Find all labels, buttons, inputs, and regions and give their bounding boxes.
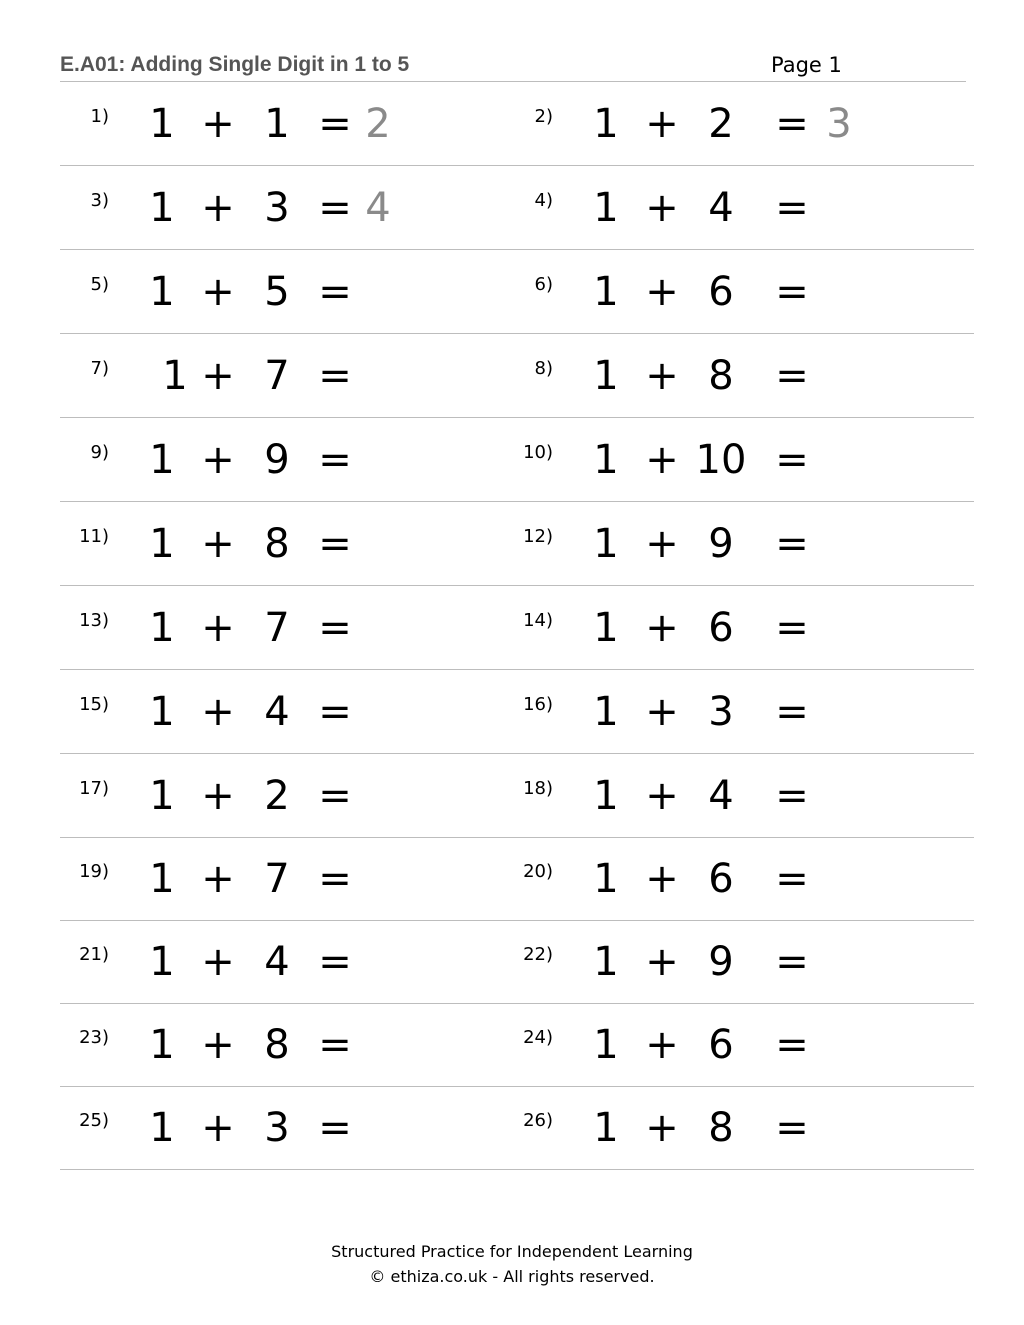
problem-row bbox=[60, 920, 974, 1004]
problem-row bbox=[60, 166, 974, 250]
problem-row bbox=[60, 837, 974, 921]
plus-sign: + bbox=[645, 185, 679, 231]
plus-sign: + bbox=[645, 856, 679, 902]
first-addend: 1 bbox=[593, 353, 619, 399]
problem-row bbox=[60, 334, 974, 418]
problem-row bbox=[60, 754, 974, 838]
second-addend: 2 bbox=[708, 101, 734, 147]
equals-sign: = bbox=[775, 101, 809, 147]
problem-item bbox=[60, 418, 500, 502]
problem-row bbox=[60, 418, 974, 502]
plus-sign: + bbox=[201, 521, 235, 567]
problem-number: 14) bbox=[523, 610, 553, 631]
equals-sign: = bbox=[318, 605, 352, 651]
second-addend: 6 bbox=[708, 1022, 734, 1068]
second-addend: 4 bbox=[264, 939, 290, 985]
problem-item bbox=[504, 1086, 944, 1170]
problem-number: 9) bbox=[90, 442, 109, 463]
second-addend: 9 bbox=[708, 521, 734, 567]
problem-item bbox=[504, 334, 944, 418]
equals-sign: = bbox=[318, 939, 352, 985]
first-addend: 1 bbox=[593, 1105, 619, 1151]
problem-number: 24) bbox=[523, 1027, 553, 1048]
plus-sign: + bbox=[201, 1105, 235, 1151]
problem-item bbox=[504, 502, 944, 586]
first-addend: 1 bbox=[593, 269, 619, 315]
problem-number: 2) bbox=[534, 106, 553, 127]
second-addend: 5 bbox=[264, 269, 290, 315]
plus-sign: + bbox=[645, 939, 679, 985]
problem-number: 25) bbox=[79, 1110, 109, 1131]
plus-sign: + bbox=[645, 269, 679, 315]
first-addend: 1 bbox=[162, 353, 188, 399]
problem-item bbox=[504, 250, 944, 334]
first-addend: 1 bbox=[593, 101, 619, 147]
second-addend: 9 bbox=[264, 437, 290, 483]
first-addend: 1 bbox=[149, 939, 175, 985]
problem-number: 3) bbox=[90, 190, 109, 211]
equals-sign: = bbox=[318, 1022, 352, 1068]
plus-sign: + bbox=[645, 1105, 679, 1151]
equals-sign: = bbox=[318, 101, 352, 147]
problem-number: 20) bbox=[523, 861, 553, 882]
problem-item bbox=[60, 1086, 500, 1170]
second-addend: 10 bbox=[695, 437, 747, 483]
problem-row bbox=[60, 502, 974, 586]
first-addend: 1 bbox=[593, 605, 619, 651]
second-addend: 1 bbox=[264, 101, 290, 147]
plus-sign: + bbox=[645, 521, 679, 567]
first-addend: 1 bbox=[149, 1022, 175, 1068]
plus-sign: + bbox=[201, 939, 235, 985]
problem-row bbox=[60, 586, 974, 670]
problem-item bbox=[60, 754, 500, 838]
problem-number: 10) bbox=[523, 442, 553, 463]
first-addend: 1 bbox=[149, 605, 175, 651]
equals-sign: = bbox=[775, 269, 809, 315]
problem-item bbox=[60, 1003, 500, 1087]
problem-number: 4) bbox=[534, 190, 553, 211]
footer-copyright: © ethiza.co.uk - All rights reserved. bbox=[369, 1267, 655, 1286]
problem-row bbox=[60, 670, 974, 754]
equals-sign: = bbox=[318, 773, 352, 819]
problem-item bbox=[504, 754, 944, 838]
equals-sign: = bbox=[318, 689, 352, 735]
problem-number: 21) bbox=[79, 944, 109, 965]
worksheet-title: E.A01: Adding Single Digit in 1 to 5 bbox=[60, 53, 410, 76]
problem-number: 23) bbox=[79, 1027, 109, 1048]
second-addend: 8 bbox=[708, 1105, 734, 1151]
equals-sign: = bbox=[318, 521, 352, 567]
first-addend: 1 bbox=[149, 773, 175, 819]
problem-number: 5) bbox=[90, 274, 109, 295]
first-addend: 1 bbox=[593, 939, 619, 985]
equals-sign: = bbox=[318, 856, 352, 902]
problem-number: 22) bbox=[523, 944, 553, 965]
problem-item bbox=[60, 837, 500, 921]
problem-item bbox=[60, 920, 500, 1004]
plus-sign: + bbox=[201, 185, 235, 231]
problem-row bbox=[60, 1003, 974, 1087]
problem-number: 6) bbox=[534, 274, 553, 295]
problem-item bbox=[60, 334, 500, 418]
answer[interactable]: 2 bbox=[365, 101, 391, 147]
second-addend: 3 bbox=[264, 1105, 290, 1151]
first-addend: 1 bbox=[149, 101, 175, 147]
second-addend: 6 bbox=[708, 605, 734, 651]
equals-sign: = bbox=[775, 185, 809, 231]
equals-sign: = bbox=[775, 437, 809, 483]
answer[interactable]: 4 bbox=[365, 185, 391, 231]
plus-sign: + bbox=[201, 269, 235, 315]
second-addend: 2 bbox=[264, 773, 290, 819]
equals-sign: = bbox=[318, 185, 352, 231]
first-addend: 1 bbox=[593, 185, 619, 231]
equals-sign: = bbox=[318, 437, 352, 483]
plus-sign: + bbox=[645, 605, 679, 651]
first-addend: 1 bbox=[149, 856, 175, 902]
second-addend: 7 bbox=[264, 856, 290, 902]
page-number: Page 1 bbox=[771, 53, 842, 77]
second-addend: 8 bbox=[264, 1022, 290, 1068]
problem-number: 12) bbox=[523, 526, 553, 547]
equals-sign: = bbox=[775, 353, 809, 399]
first-addend: 1 bbox=[593, 773, 619, 819]
first-addend: 1 bbox=[149, 437, 175, 483]
plus-sign: + bbox=[201, 101, 235, 147]
equals-sign: = bbox=[775, 773, 809, 819]
problem-item bbox=[504, 586, 944, 670]
plus-sign: + bbox=[201, 856, 235, 902]
first-addend: 1 bbox=[593, 437, 619, 483]
equals-sign: = bbox=[318, 269, 352, 315]
equals-sign: = bbox=[775, 689, 809, 735]
equals-sign: = bbox=[318, 1105, 352, 1151]
plus-sign: + bbox=[201, 353, 235, 399]
problem-item bbox=[60, 586, 500, 670]
problem-number: 26) bbox=[523, 1110, 553, 1131]
first-addend: 1 bbox=[149, 521, 175, 567]
problem-number: 17) bbox=[79, 778, 109, 799]
plus-sign: + bbox=[201, 437, 235, 483]
equals-sign: = bbox=[775, 939, 809, 985]
plus-sign: + bbox=[645, 353, 679, 399]
problem-item bbox=[504, 670, 944, 754]
second-addend: 6 bbox=[708, 269, 734, 315]
problem-item bbox=[60, 82, 500, 166]
second-addend: 8 bbox=[264, 521, 290, 567]
second-addend: 3 bbox=[264, 185, 290, 231]
second-addend: 6 bbox=[708, 856, 734, 902]
problem-item bbox=[60, 670, 500, 754]
problem-number: 1) bbox=[90, 106, 109, 127]
equals-sign: = bbox=[775, 521, 809, 567]
first-addend: 1 bbox=[149, 269, 175, 315]
first-addend: 1 bbox=[149, 185, 175, 231]
second-addend: 7 bbox=[264, 605, 290, 651]
equals-sign: = bbox=[775, 1022, 809, 1068]
plus-sign: + bbox=[645, 101, 679, 147]
problem-number: 11) bbox=[79, 526, 109, 547]
equals-sign: = bbox=[775, 856, 809, 902]
first-addend: 1 bbox=[593, 521, 619, 567]
problem-number: 15) bbox=[79, 694, 109, 715]
problem-row bbox=[60, 250, 974, 334]
problem-item bbox=[504, 166, 944, 250]
second-addend: 9 bbox=[708, 939, 734, 985]
plus-sign: + bbox=[645, 1022, 679, 1068]
footer-tagline: Structured Practice for Independent Learning bbox=[331, 1242, 693, 1261]
problem-row bbox=[60, 1086, 974, 1170]
plus-sign: + bbox=[645, 689, 679, 735]
problem-item bbox=[504, 82, 944, 166]
answer[interactable]: 3 bbox=[826, 101, 852, 147]
plus-sign: + bbox=[201, 605, 235, 651]
problem-row bbox=[60, 82, 974, 166]
first-addend: 1 bbox=[149, 689, 175, 735]
plus-sign: + bbox=[201, 1022, 235, 1068]
second-addend: 4 bbox=[708, 185, 734, 231]
plus-sign: + bbox=[645, 437, 679, 483]
problem-number: 16) bbox=[523, 694, 553, 715]
equals-sign: = bbox=[318, 353, 352, 399]
equals-sign: = bbox=[775, 605, 809, 651]
second-addend: 7 bbox=[264, 353, 290, 399]
problem-item bbox=[504, 837, 944, 921]
problem-item bbox=[504, 1003, 944, 1087]
problem-number: 19) bbox=[79, 861, 109, 882]
problem-item bbox=[60, 250, 500, 334]
problem-item bbox=[504, 418, 944, 502]
second-addend: 4 bbox=[264, 689, 290, 735]
problem-item bbox=[60, 502, 500, 586]
problem-item bbox=[504, 920, 944, 1004]
equals-sign: = bbox=[775, 1105, 809, 1151]
problem-number: 18) bbox=[523, 778, 553, 799]
plus-sign: + bbox=[645, 773, 679, 819]
first-addend: 1 bbox=[593, 1022, 619, 1068]
problem-item bbox=[60, 166, 500, 250]
problem-number: 13) bbox=[79, 610, 109, 631]
plus-sign: + bbox=[201, 773, 235, 819]
problem-number: 8) bbox=[534, 358, 553, 379]
problem-number: 7) bbox=[90, 358, 109, 379]
second-addend: 3 bbox=[708, 689, 734, 735]
first-addend: 1 bbox=[149, 1105, 175, 1151]
plus-sign: + bbox=[201, 689, 235, 735]
first-addend: 1 bbox=[593, 856, 619, 902]
second-addend: 8 bbox=[708, 353, 734, 399]
second-addend: 4 bbox=[708, 773, 734, 819]
first-addend: 1 bbox=[593, 689, 619, 735]
